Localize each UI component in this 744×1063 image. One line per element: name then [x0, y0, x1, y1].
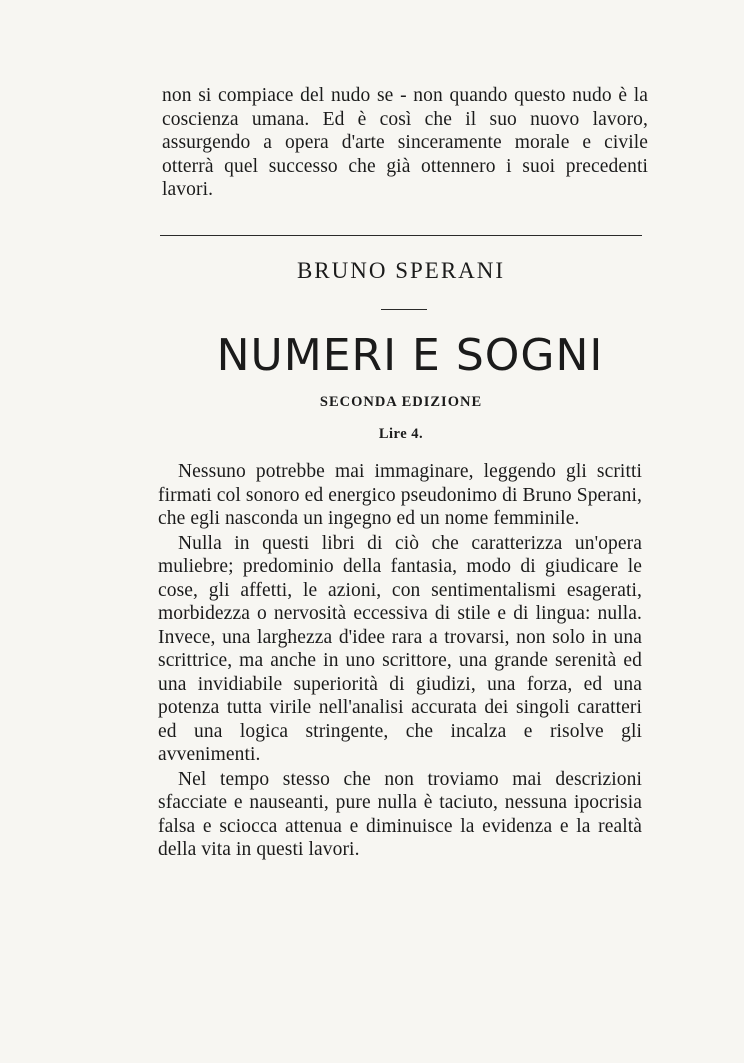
paragraph: Nulla in questi libri di ciò che caratterizza un'opera muliebre; predominio della fantasia, modo di giudicare le cose, gli affetti, le azioni, con sentimentalismi esagerati, morbidezza o nervosità eccessiva di stile e di lingua: nulla. Invece, una larghezza d'idee rara a trovarsi, non solo in una scrittrice, ma anche in uno scrittore, una grande serenità ed una invidiabile superiorità di giudizi, una forza, ed una potenza tutta virile nell'analisi accurata dei singoli caratteri ed una logica stringente, che incalza e risolve gli avvenimenti.	[158, 532, 642, 765]
book-title: NUMERI E SOGNI	[216, 330, 604, 381]
section-divider	[160, 235, 642, 236]
review-text	[158, 460, 642, 863]
price-label: Lire 4.	[378, 426, 424, 442]
preceding-review-text	[162, 84, 648, 202]
author-name: BRUNO SPERANI	[296, 258, 506, 283]
short-divider	[381, 309, 427, 310]
paragraph: non si compiace del nudo se - non quando questo nudo è la coscienza umana. Ed è così che il suo nuovo lavoro, assurgendo a opera d'arte sinceramente morale e civile otterrà quel successo che già ottennero i suoi precedenti lavori.	[162, 85, 648, 200]
paragraph: Nessuno potrebbe mai immaginare, leggendo gli scritti firmati col sonoro ed energico pseudonimo di Bruno Sperani, che egli nasconda un ingegno ed un nome femminile.	[158, 461, 642, 529]
edition-label: SECONDA EDIZIONE	[319, 394, 483, 410]
paragraph: Nel tempo stesso che non troviamo mai descrizioni sfacciate e nauseanti, pure nulla è taciuto, nessuna ipocrisia falsa e sciocca attenua e diminuisce la evidenza e la realtà della vita in questi lavori.	[158, 768, 642, 860]
